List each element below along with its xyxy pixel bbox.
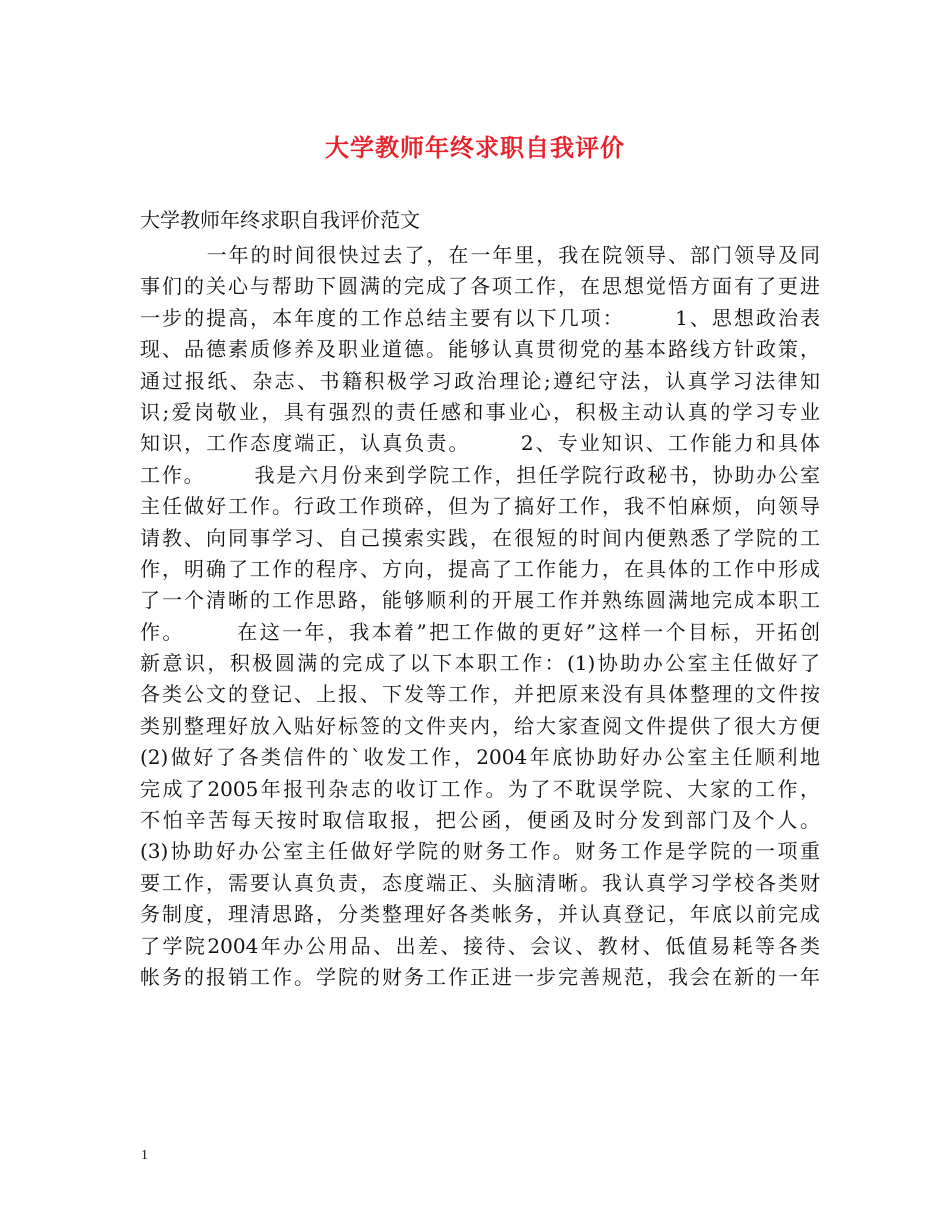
body-line: 务制度，理清思路，分类整理好各类帐务，并认真登记，年底以前完成 xyxy=(140,902,820,927)
body-line: 了一个清晰的工作思路，能够顺利的开展工作并熟练圆满地完成本职工 xyxy=(140,588,820,613)
body-line: 通过报纸、杂志、书籍积极学习政治理论;遵纪守法，认真学习法律知 xyxy=(140,368,820,393)
body-line: 工作。 我是六月份来到学院工作，担任学院行政秘书，协助办公室 xyxy=(140,462,820,487)
body-line: 不怕辛苦每天按时取信取报，把公函，便函及时分发到部门及个人。 xyxy=(140,808,820,833)
body-line: 要工作，需要认真负责，态度端正、头脑清晰。我认真学习学校各类财 xyxy=(140,870,820,895)
body-line: 新意识，积极圆满的完成了以下本职工作：(1)协助办公室主任做好了 xyxy=(140,651,820,676)
document-subtitle: 大学教师年终求职自我评价范文 xyxy=(140,208,420,232)
body-line: 一年的时间很快过去了，在一年里，我在院领导、部门领导及同 xyxy=(140,243,820,267)
body-line: 完成了2005年报刊杂志的收订工作。为了不耽误学院、大家的工作， xyxy=(140,776,820,801)
body-line: 各类公文的登记、上报、下发等工作，并把原来没有具体整理的文件按 xyxy=(140,682,820,707)
body-line: 类别整理好放入贴好标签的文件夹内，给大家查阅文件提供了很大方便 xyxy=(140,713,820,738)
document-title: 大学教师年终求职自我评价 xyxy=(325,133,625,162)
body-line: 识;爱岗敬业，具有强烈的责任感和事业心，积极主动认真的学习专业 xyxy=(140,399,820,424)
body-line: 现、品德素质修养及职业道德。能够认真贯彻党的基本路线方针政策， xyxy=(140,337,820,362)
body-line: 知识，工作态度端正，认真负责。 2、专业知识、工作能力和具体 xyxy=(140,431,820,456)
body-line: 一步的提高，本年度的工作总结主要有以下几项： 1、思想政治表 xyxy=(140,305,820,330)
body-line: 了学院2004年办公用品、出差、接待、会议、教材、低值易耗等各类 xyxy=(140,933,820,958)
body-line: 主任做好工作。行政工作琐碎，但为了搞好工作，我不怕麻烦，向领导 xyxy=(140,494,820,519)
body-line: 请教、向同事学习、自己摸索实践，在很短的时间内便熟悉了学院的工 xyxy=(140,525,820,550)
body-line: (3)协助好办公室主任做好学院的财务工作。财务工作是学院的一项重 xyxy=(140,839,820,864)
body-line: 帐务的报销工作。学院的财务工作正进一步完善规范，我会在新的一年 xyxy=(140,964,820,989)
body-line: 作。 在这一年，我本着”把工作做的更好”这样一个目标，开拓创 xyxy=(140,619,820,644)
body-text xyxy=(140,240,820,993)
body-line: 作，明确了工作的程序、方向，提高了工作能力，在具体的工作中形成 xyxy=(140,556,820,581)
body-line: (2)做好了各类信件的`收发工作，2004年底协助好办公室主任顺利地 xyxy=(140,745,820,770)
body-line: 事们的关心与帮助下圆满的完成了各项工作，在思想觉悟方面有了更进 xyxy=(140,274,820,299)
page-number: 1 xyxy=(141,1148,148,1163)
